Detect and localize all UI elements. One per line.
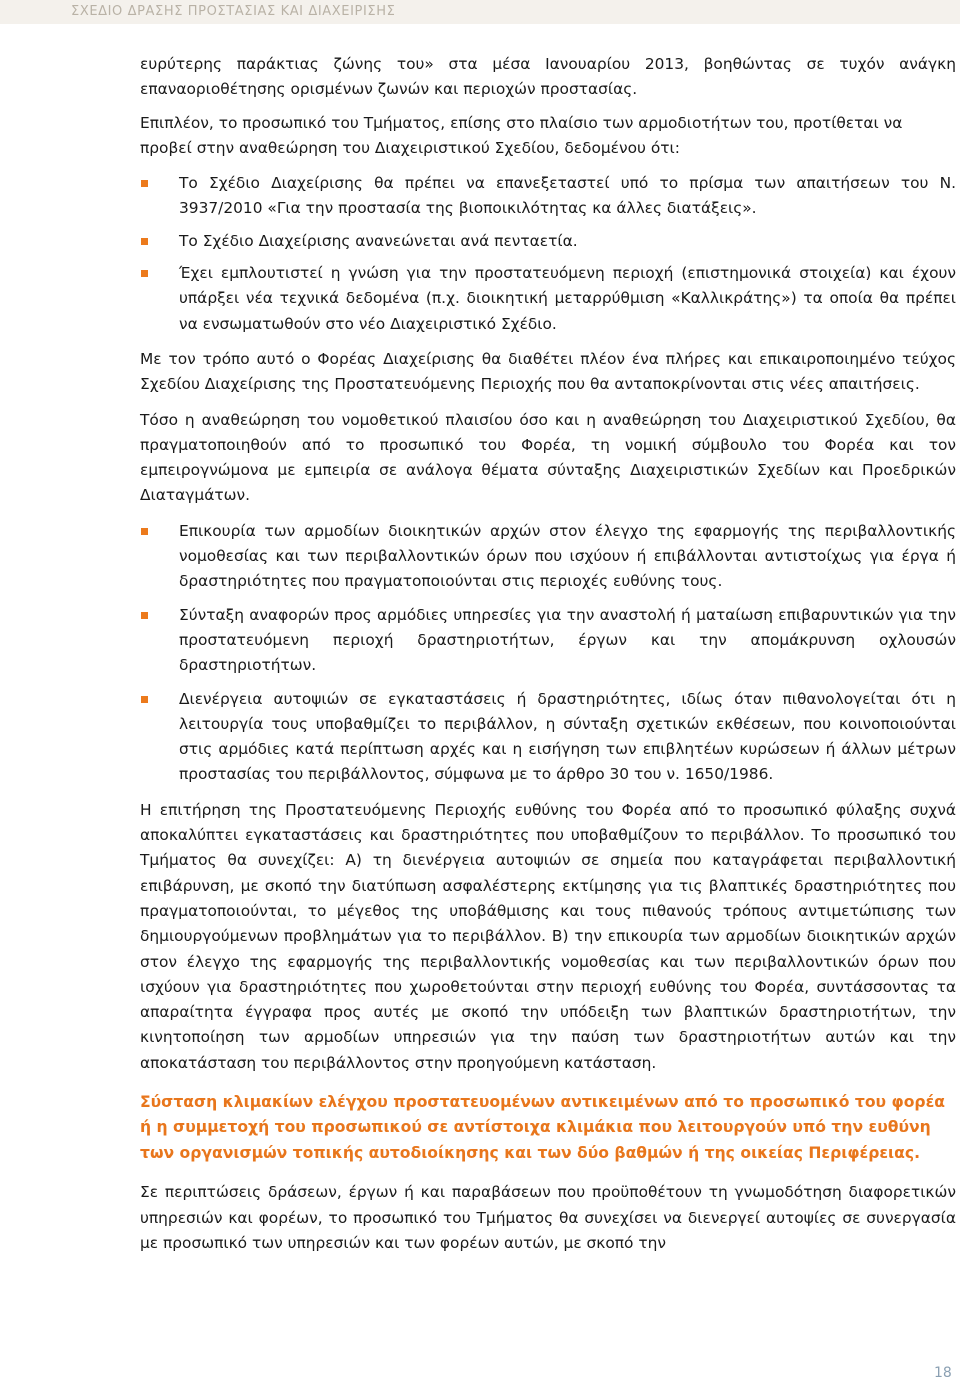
list-item: Επικουρία των αρμοδίων διοικητικών αρχών στον έλεγχο της εφαρμογής της περιβαλλοντικής νομοθεσίας και των περιβαλλοντικών όρων που ισχύουν ή επιβάλλονται αντιστοίχως για έργα ή δραστηριότητες που πραγματοποιούνται στις περιοχές ευθύνης τους. [179, 519, 956, 595]
paragraph: Τόσο η αναθεώρηση του νομοθετικού πλαισίου όσο και η αναθεώρηση του Διαχειριστικού Σχεδίου, θα πραγματοποιηθούν από το προσωπικό του Φορέα, τη νομική σύμβουλο του Φορέα και τον εμπειρογνώμονα με εμπειρία σε ανάλογα θέματα σύνταξης Διαχειριστικών Σχεδίων και Προεδρικών Διαταγμάτων. [140, 410, 956, 505]
section-heading: Σύσταση κλιμακίων ελέγχου προστατευομένων αντικειμένων από το προσωπικό του φορέα ή η συμμετοχή του προσωπικού σε αντίστοιχα κλιμάκια που λειτουργούν υπό την ευθύνη των οργανισμών τοπικής αυτοδιοίκησης και των δύο βαθμών ή της οικείας Περιφέρειας. [140, 1092, 945, 1162]
page-number: 18 [934, 1365, 952, 1381]
paragraph: Σε περιπτώσεις δράσεων, έργων ή και παραβάσεων που προϋποθέτουν τη γνωμοδότηση διαφορετικών υπηρεσιών και φορέων, το προσωπικό του Τμήματος θα συνεχίσει να διενεργεί αυτοψίες σε συνεργασία με προσωπικό των υπηρεσιών και των φορέων αυτών, με σκοπό την [140, 1183, 956, 1253]
list-item: Έχει εμπλουτιστεί η γνώση για την προστατευόμενη περιοχή (επιστημονικά στοιχεία) και έχουν υπάρξει νέα τεχνικά δεδομένα (π.χ. διοικητική μεταρρύθμιση «Καλλικράτης») τα οποία θα πρέπει να ενσωματωθούν στο νέο Διαχειριστικό Σχέδιο. [179, 261, 956, 337]
duties-list [140, 519, 956, 788]
running-header [0, 0, 960, 24]
paragraph: Με τον τρόπο αυτό ο Φορέας Διαχείρισης θα διαθέτει πλέον ένα πλήρες και επικαιροποιημένο τεύχος Σχεδίου Διαχείρισης της Προστατευόμενης Περιοχής που θα ανταποκρίνονται στις νέες απαιτήσεις. [140, 349, 956, 394]
list-item: Το Σχέδιο Διαχείρισης ανανεώνεται ανά πενταετία. [179, 229, 956, 254]
document-title: ΣΧΕΔΙΟ ΔΡΑΣΗΣ ΠΡΟΣΤΑΣΙΑΣ ΚΑΙ ΔΙΑΧΕΙΡΙΣΗΣ [71, 4, 396, 19]
paragraph: ευρύτερης παράκτιας ζώνης του» στα μέσα Ιανουαρίου 2013, βοηθώντας σε τυχόν ανάγκη επαναοριοθέτησης ορισμένων ζωνών και περιοχών προστασίας. [140, 55, 956, 99]
list-item: Το Σχέδιο Διαχείρισης θα πρέπει να επανεξεταστεί υπό το πρίσμα των απαιτήσεων του Ν. 3937/2010 «Για την προστασία της βιοποικιλότητας κα άλλες διατάξεις». [179, 171, 956, 222]
revision-reasons-list [140, 171, 956, 337]
list-item: Σύνταξη αναφορών προς αρμόδιες υπηρεσίες για την αναστολή ή ματαίωση επιβαρυντικών για την προστατευόμενη περιοχή δραστηριοτήτων, έργων και την απομάκρυνση οχλουσών δραστηριοτήτων. [179, 603, 956, 679]
paragraph: Η επιτήρηση της Προστατευόμενης Περιοχής ευθύνης του Φορέα από το προσωπικό φύλαξης συχνά αποκαλύπτει εγκαταστάσεις και δραστηριότητες που υποβαθμίζουν το περιβάλλον. Το προσωπικό του Τμήματος θα συνεχίζει: Α) τη διενέργεια αυτοψιών σε σημεία που καταγράφεται περιβαλλοντική επιβάρυνση, με σκοπό την διατύπωση ασφαλέστερης εκτίμησης για τις βλαπτικές δραστηριότητες που πραγματοποιούνται, το μέγεθος της υποβάθμισης και τους πιθανούς τρόπους αντιμετώπισης των δημιουργούμενων προβλημάτων για το περιβάλλον. Β) την επικουρία των αρμοδίων διοικητικών αρχών στον έλεγχο της εφαρμογής της περιβαλλοντικής νομοθεσίας και των περιβαλλοντικών όρων που ισχύουν για δραστηριότητες που χωροθετούνται στην περιοχή ευθύνης του Φορέα, συντάσσοντας τα απαραίτητα έγγραφα προς αυτές με σκοπό την υπόδειξη των βλαπτικών δραστηριοτήτων, την κινητοποίηση των αρμοδίων υπηρεσιών για την παύση των δραστηριοτήτων αυτών και την αποκατάσταση του περιβάλλοντος στην προηγούμενη κατάσταση. [140, 800, 956, 1072]
list-item: Διενέργεια αυτοψιών σε εγκαταστάσεις ή δραστηριότητες, ιδίως όταν πιθανολογείται ότι η λειτουργία τους υποβαθμίζει το περιβάλλον, η σύνταξη σχετικών εκθέσεων, που κοινοποιούνται στις αρμόδιες κατά περίπτωση αρχές και η εισήγηση των επιβλητέων κυρώσεων ή άλλων μέτρων προστασίας του περιβάλλοντος, σύμφωνα με το άρθρο 30 του ν. 1650/1986. [179, 687, 956, 788]
page-content [140, 52, 956, 1266]
paragraph: Επιπλέον, το προσωπικό του Τμήματος, επίσης στο πλαίσιο των αρμοδιοτήτων του, προτίθεται να προβεί στην αναθεώρηση του Διαχειριστικού Σχεδίου, δεδομένου ότι: [140, 113, 903, 157]
